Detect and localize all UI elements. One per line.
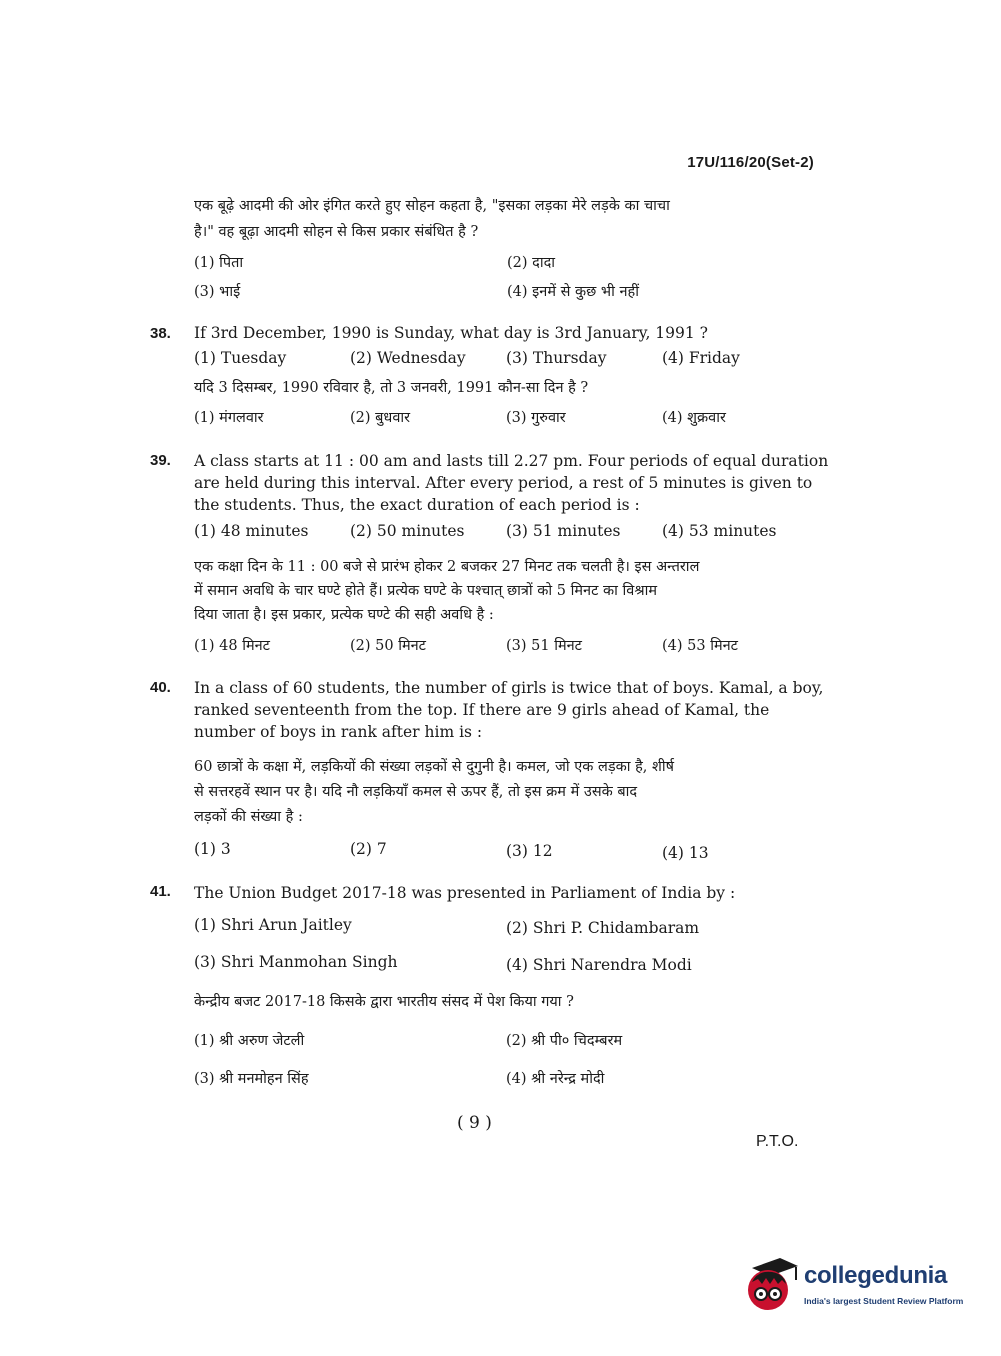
q41-option-en-1: (1) Shri Arun Jaitley <box>194 916 352 934</box>
q38-option-en-3: (3) Thursday <box>506 349 607 367</box>
page-number: ( 9 ) <box>457 1113 492 1133</box>
q39-option-hi-3: (3) 51 मिनट <box>506 638 582 654</box>
q40-option-3: (3) 12 <box>506 842 553 860</box>
q39-text-hi-line2: में समान अवधि के चार घण्टे होते हैं। प्रत्येक घण्टे के पश्चात् छात्रों को 5 मिनट का विश्राम <box>194 583 658 599</box>
q41-option-hi-1: (1) श्री अरुण जेटली <box>194 1033 305 1049</box>
q39-number: 39. <box>150 452 171 469</box>
q37-text-hi-line1: एक बूढ़े आदमी की ओर इंगित करते हुए सोहन कहता है, "इसका लड़का मेरे लड़के का चाचा <box>194 198 670 214</box>
q40-text-hi-line2: से सत्तरहवें स्थान पर है। यदि नौ लड़कियाँ कमल से ऊपर हैं, तो इस क्रम में उसके बाद <box>194 784 638 800</box>
q37-option-2: (2) दादा <box>507 255 556 271</box>
q38-option-hi-1: (1) मंगलवार <box>194 410 264 426</box>
q41-option-hi-3: (3) श्री मनमोहन सिंह <box>194 1071 309 1087</box>
q40-text-en-line1: In a class of 60 students, the number of girls is twice that of boys. Kamal, a boy, <box>194 679 824 697</box>
q39-text-en-line3: the students. Thus, the exact duration of each period is : <box>194 496 640 514</box>
q39-option-hi-4: (4) 53 मिनट <box>662 638 738 654</box>
q38-option-hi-2: (2) बुधवार <box>350 410 411 426</box>
q38-option-en-4: (4) Friday <box>662 349 740 367</box>
q38-text-hi: यदि 3 दिसम्बर, 1990 रविवार है, तो 3 जनवरी, 1991 कौन-सा दिन है ? <box>194 380 589 396</box>
paper-code: 17U/116/20(Set-2) <box>687 154 814 171</box>
q40-number: 40. <box>150 679 171 696</box>
collegedunia-brand: collegedunia <box>804 1262 948 1289</box>
q37-option-1: (1) पिता <box>194 255 244 271</box>
q39-text-en-line2: are held during this interval. After every period, a rest of 5 minutes is given to <box>194 474 813 492</box>
q37-option-3: (3) भाई <box>194 284 241 300</box>
q39-option-en-3: (3) 51 minutes <box>506 522 621 540</box>
pto-label: P.T.O. <box>756 1133 799 1150</box>
q38-text-en: If 3rd December, 1990 is Sunday, what day is 3rd January, 1991 ? <box>194 324 708 342</box>
q38-option-en-2: (2) Wednesday <box>350 349 466 367</box>
q39-option-hi-2: (2) 50 मिनट <box>350 638 426 654</box>
q38-option-hi-4: (4) शुक्रवार <box>662 410 726 426</box>
q39-option-en-4: (4) 53 minutes <box>662 522 777 540</box>
q40-text-en-line3: number of boys in rank after him is : <box>194 723 483 741</box>
q40-text-hi-line1: 60 छात्रों के कक्षा में, लड़कियों की संख्या लड़कों से दुगुनी है। कमल, जो एक लड़का है, शीर्ष <box>194 759 675 775</box>
q38-option-en-1: (1) Tuesday <box>194 349 287 367</box>
q39-option-hi-1: (1) 48 मिनट <box>194 638 270 654</box>
q39-text-en-line1: A class starts at 11 : 00 am and lasts till 2.27 pm. Four periods of equal duration <box>194 452 829 470</box>
q39-option-en-2: (2) 50 minutes <box>350 522 465 540</box>
q41-text-hi: केन्द्रीय बजट 2017-18 किसके द्वारा भारतीय संसद में पेश किया गया ? <box>194 994 574 1010</box>
q37-option-4: (4) इनमें से कुछ भी नहीं <box>507 284 639 300</box>
collegedunia-tagline: India's largest Student Review Platform <box>804 1296 964 1306</box>
q40-option-2: (2) 7 <box>350 840 387 858</box>
q39-text-hi-line3: दिया जाता है। इस प्रकार, प्रत्येक घण्टे की सही अवधि है : <box>194 607 494 623</box>
q40-text-en-line2: ranked seventeenth from the top. If there are 9 girls ahead of Kamal, the <box>194 701 770 719</box>
q37-text-hi-line2: है।" वह बूढ़ा आदमी सोहन से किस प्रकार संबंधित है ? <box>194 224 479 240</box>
q40-option-4: (4) 13 <box>662 844 709 862</box>
q39-option-en-1: (1) 48 minutes <box>194 522 309 540</box>
q41-option-hi-2: (2) श्री पी० चिदम्बरम <box>506 1033 623 1049</box>
q41-text-en: The Union Budget 2017-18 was presented in Parliament of India by : <box>194 884 736 902</box>
q40-text-hi-line3: लड़कों की संख्या है : <box>194 809 303 825</box>
q41-option-en-3: (3) Shri Manmohan Singh <box>194 953 398 971</box>
q38-option-hi-3: (3) गुरुवार <box>506 410 566 426</box>
q40-option-1: (1) 3 <box>194 840 231 858</box>
q41-option-en-4: (4) Shri Narendra Modi <box>506 956 692 974</box>
q41-option-hi-4: (4) श्री नरेन्द्र मोदी <box>506 1071 605 1087</box>
q38-number: 38. <box>150 325 171 342</box>
q39-text-hi-line1: एक कक्षा दिन के 11 : 00 बजे से प्रारंभ होकर 2 बजकर 27 मिनट तक चलती है। इस अन्तराल <box>194 559 700 575</box>
q41-option-en-2: (2) Shri P. Chidambaram <box>506 919 700 937</box>
q41-number: 41. <box>150 883 171 900</box>
collegedunia-logo-icon <box>742 1252 800 1312</box>
